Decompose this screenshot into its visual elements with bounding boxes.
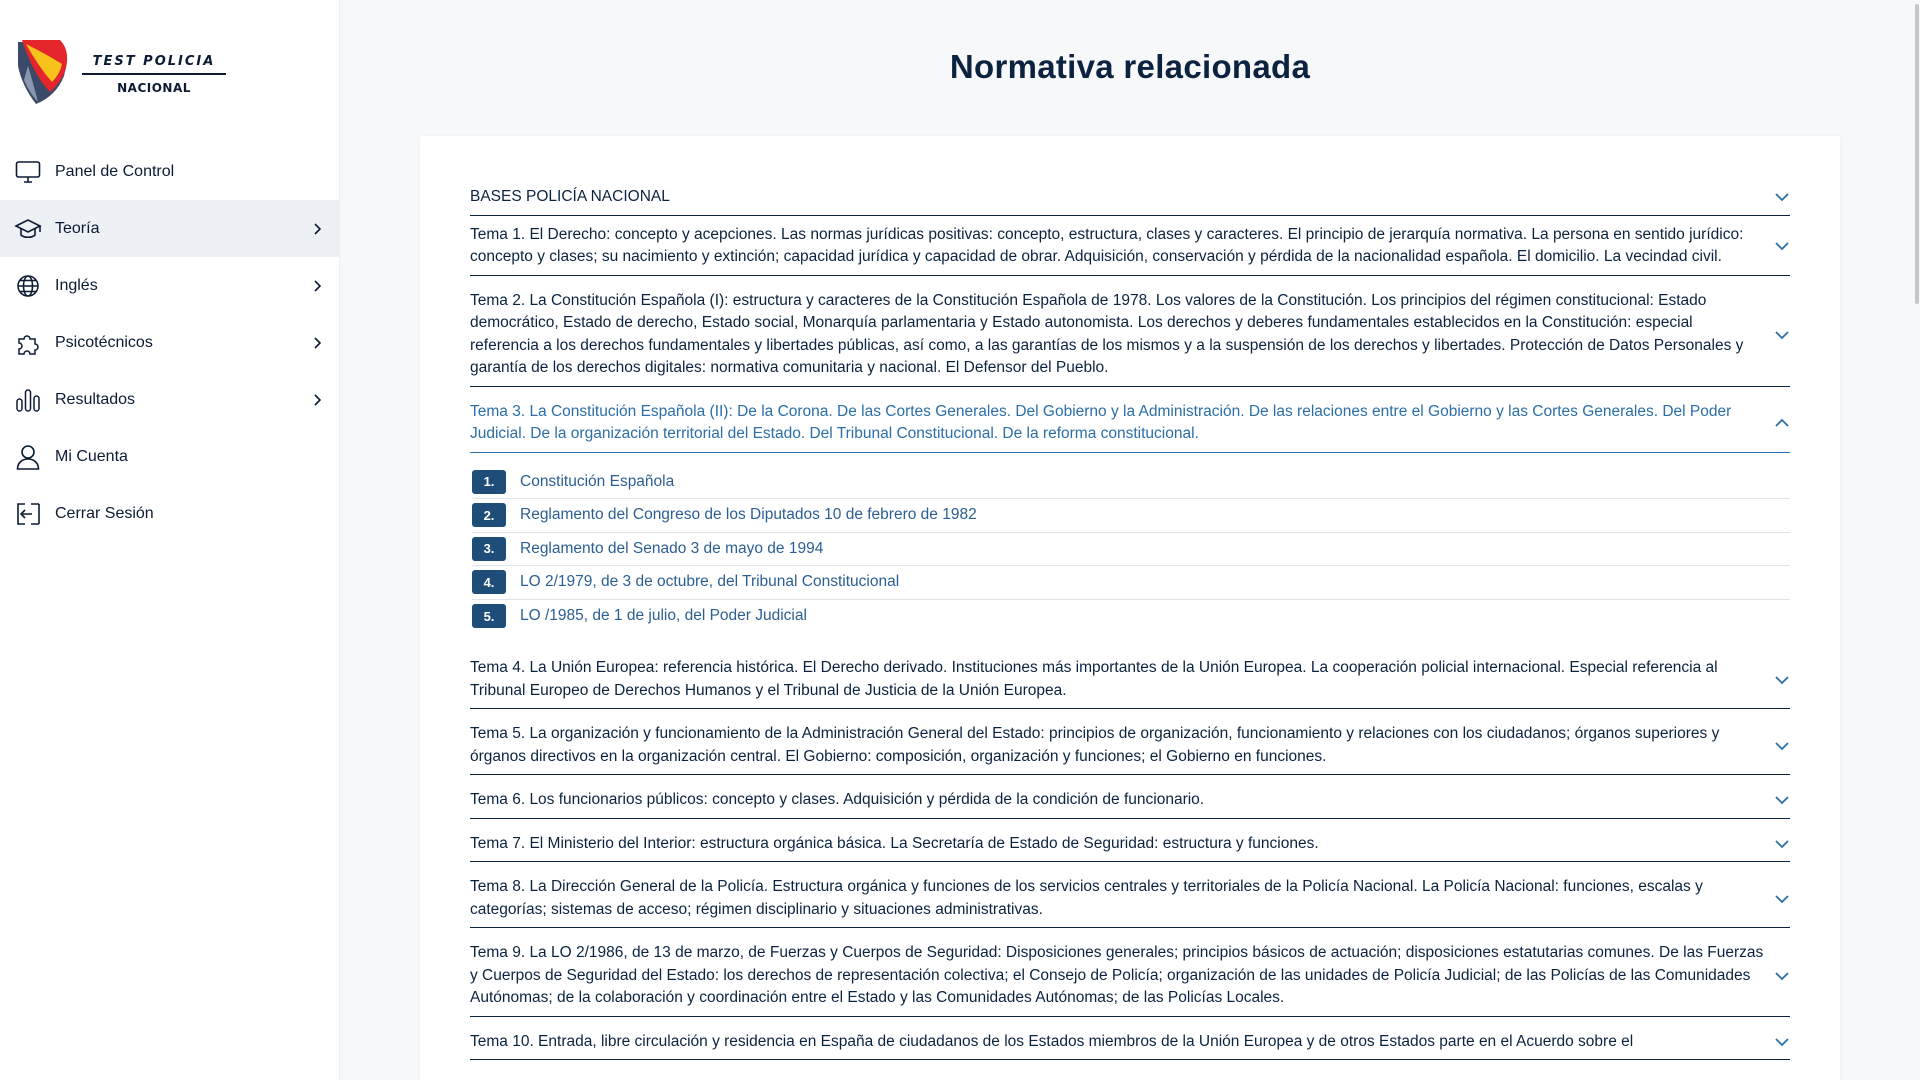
logout-icon — [14, 500, 42, 528]
sidebar-item-label: Inglés — [55, 276, 98, 294]
topic-header-open[interactable] — [470, 393, 1790, 453]
accordion — [470, 184, 1790, 1060]
chevron-up-icon — [1774, 415, 1790, 431]
main-content — [340, 0, 1920, 1080]
sidebar-item-label: Panel de Control — [55, 162, 175, 180]
chevron-down-icon — [1774, 836, 1790, 852]
bar-chart-icon — [14, 386, 42, 414]
monitor-icon — [14, 158, 42, 186]
topic-title: Tema 10. Entrada, libre circulación y residencia en España de ciudadanos de los Estados miembros de la Unión Europea y de otros Estados parte en el Acuerdo sobre el — [470, 1032, 1634, 1050]
sidebar-item-cerrar-sesion[interactable] — [0, 485, 340, 542]
sidebar — [0, 0, 340, 1080]
topic-header[interactable] — [470, 715, 1790, 775]
topic-header[interactable] — [470, 1023, 1790, 1061]
topic-title: Tema 9. La LO 2/1986, de 13 de marzo, de Fuerzas y Cuerpos de Seguridad: Disposiciones generales; principios básicos de actuación; disposiciones estatutarias comunes. De las Fuerzas y Cuerpos de Seguridad del Estado: los derechos de representación colectiva; el Consejo de Policía; organización de las unidades de Policía Judicial; de las Policías de las Comunidades Autónomas; de la colaboración y coordinación entre el Estado y las Comunidades Autónomas; de las Policías Locales. — [470, 944, 1764, 1006]
section-header[interactable] — [470, 184, 1790, 216]
logo-subtitle: NACIONAL — [117, 81, 191, 95]
regulation-item[interactable] — [472, 499, 1790, 533]
topic-title: Tema 1. El Derecho: concepto y acepciones. Las normas jurídicas positivas: concepto, estructura, clases y caracteres. El principio de jerarquía normativa. La persona en sentido jurídico: concepto y clases; su nacimiento y extinción; capacidad jurídica y capacidad de obrar. Adquisición, conservación y pérdida de la nacionalidad española. El domicilio. La vecindad civil. — [470, 225, 1744, 265]
shield-logo-icon — [12, 36, 74, 108]
sidebar-item-ingles[interactable] — [0, 257, 340, 314]
page-title: Normativa relacionada — [949, 48, 1311, 85]
topic-header[interactable] — [470, 216, 1790, 276]
chevron-right-icon — [310, 222, 324, 236]
topic-title: Tema 8. La Dirección General de la Policía. Estructura orgánica y funciones de los servicios centrales y territoriales de la Policía Nacional. La Policía Nacional: funciones, escalas y categorías; sistemas de acceso; régimen disciplinario y situaciones administrativas. — [470, 878, 1703, 918]
topic-header[interactable] — [470, 934, 1790, 1017]
graduation-cap-icon — [14, 215, 42, 243]
chevron-down-icon — [1774, 891, 1790, 907]
regulation-link[interactable]: LO /1985, de 1 de julio, del Poder Judicial — [520, 607, 807, 625]
logo-title: TEST POLICIA — [82, 54, 226, 75]
regulation-link[interactable]: Reglamento del Senado 3 de mayo de 1994 — [520, 539, 824, 557]
sidebar-item-label: Resultados — [55, 390, 136, 408]
regulation-link[interactable]: Reglamento del Congreso de los Diputados 10 de febrero de 1982 — [520, 506, 977, 524]
chevron-right-icon — [310, 336, 324, 350]
sidebar-item-resultados[interactable] — [0, 371, 340, 428]
topic-title: Tema 2. La Constitución Española (I): estructura y caracteres de la Constitución Española de 1978. Los valores de la Constitución. Los principios del régimen constitucional: Estado democrático, Estado de derecho, Estado social, Monarquía parlamentaria y Estado autonomista. Los derechos y deberes fundamentales establecidos en la Constitución: especial referencia a los derechos fundamentales y libertades públicas, así como, a las garantías de los mismos y a la suspensión de los derechos y libertades. Protección de Datos Personales y garantía de los derechos digitales: normativa comunitaria y nacional. El Defensor del Pueblo. — [470, 291, 1744, 376]
regulation-number: 4. — [472, 570, 506, 594]
topic-title: Tema 4. La Unión Europea: referencia histórica. El Derecho derivado. Instituciones más importantes de la Unión Europea. La cooperación policial internacional. Especial referencia al Tribunal Europeo de Derechos Humanos y el Tribunal de Justicia de la Unión Europea. — [470, 659, 1718, 699]
regulation-link[interactable]: Constitución Española — [520, 472, 675, 490]
sidebar-item-label: Teoría — [55, 219, 100, 237]
logo-text — [82, 54, 226, 95]
regulation-number: 3. — [472, 537, 506, 561]
chevron-down-icon — [1774, 238, 1790, 254]
chevron-down-icon — [1774, 792, 1790, 808]
chevron-down-icon — [1774, 327, 1790, 343]
puzzle-icon — [14, 329, 42, 357]
regulation-link[interactable]: LO 2/1979, de 3 de octubre, del Tribunal Constitucional — [520, 573, 900, 591]
sidebar-item-teoria[interactable] — [0, 200, 340, 257]
regulation-number: 5. — [472, 604, 506, 628]
scrollbar-thumb[interactable] — [1915, 4, 1919, 304]
sidebar-item-label: Mi Cuenta — [55, 447, 128, 465]
regulation-item[interactable] — [472, 566, 1790, 600]
regulation-item[interactable] — [472, 600, 1790, 634]
chevron-right-icon — [310, 279, 324, 293]
sidebar-item-psicotecnicos[interactable] — [0, 314, 340, 371]
globe-icon — [14, 272, 42, 300]
chevron-down-icon — [1774, 738, 1790, 754]
chevron-down-icon — [1774, 968, 1790, 984]
regulation-number: 2. — [472, 503, 506, 527]
topic-header[interactable] — [470, 781, 1790, 819]
section-title: BASES POLICÍA NACIONAL — [470, 188, 670, 205]
regulation-number: 1. — [472, 470, 506, 494]
chevron-down-icon — [1774, 189, 1790, 205]
sidebar-item-label: Cerrar Sesión — [55, 504, 154, 522]
topic-header[interactable] — [470, 868, 1790, 928]
scrollbar[interactable] — [1914, 0, 1920, 1080]
sidebar-item-label: Psicotécnicos — [55, 333, 153, 351]
regulation-item[interactable] — [472, 466, 1790, 500]
chevron-right-icon — [310, 393, 324, 407]
content-card — [420, 136, 1840, 1080]
topic-header[interactable] — [470, 282, 1790, 387]
regulation-list — [470, 453, 1790, 644]
topic-header[interactable] — [470, 649, 1790, 709]
sidebar-nav — [0, 143, 340, 542]
topic-header[interactable] — [470, 825, 1790, 863]
sidebar-item-panel-de-control[interactable] — [0, 143, 340, 200]
topic-title: Tema 6. Los funcionarios públicos: concepto y clases. Adquisición y pérdida de la condición de funcionario. — [470, 791, 1205, 808]
topic-title: Tema 3. La Constitución Española (II): De la Corona. De las Cortes Generales. Del Gobierno y la Administración. De las relaciones entre el Gobierno y las Cortes Generales. Del Poder Judicial. De la organización territorial del Estado. Del Tribunal Constitucional. De la reforma constitucional. — [470, 402, 1732, 442]
regulation-item[interactable] — [472, 533, 1790, 567]
chevron-down-icon — [1774, 672, 1790, 688]
topic-title: Tema 7. El Ministerio del Interior: estructura orgánica básica. La Secretaría de Estado de Seguridad: estructura y funciones. — [470, 834, 1319, 852]
user-icon — [14, 443, 42, 471]
chevron-down-icon — [1774, 1034, 1790, 1050]
topic-title: Tema 5. La organización y funcionamiento de la Administración General del Estado: principios de organización, funcionamiento y relaciones con los ciudadanos; órganos superiores y órganos directivos en la organización central. El Gobierno: composición, organización y funciones; el Gobierno en funciones. — [470, 725, 1720, 765]
logo[interactable] — [12, 36, 232, 108]
sidebar-item-mi-cuenta[interactable] — [0, 428, 340, 485]
